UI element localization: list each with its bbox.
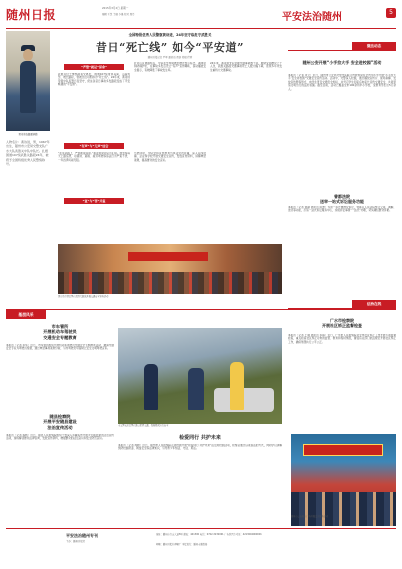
masthead — [6, 3, 396, 29]
bottom-article-1-title: 市车管所 开展机动车驾驶员 交通安全专题教育 — [43, 324, 77, 340]
footer-address: 地址：随州市白云大道8号 邮编：441300 电话：0722-3232001 广告经营许可证：4213004000001 — [156, 533, 262, 536]
right-article-1-body: 本报讯（记者 张立）近日，随州市公安局交警支队联合市教育局在全市中小学开展“小手拉大手 安全进校园”交通安全宣传活动。活动中，交警深入校园，通过播放宣传片、现场讲解、发放宣传册等形式，向学生普及交通安全知识，并号召学生回家后向家长宣传交通安全，共同营造文明出行的良好氛围。截至目前，活动已覆盖全市100余所中小学校，受教育学生达5万余人。 — [288, 74, 396, 91]
right-article-3-body: 本报讯（记者 王刚 通讯员 李娟）近日，广水市人民检察院对全市社区矫正工作开展专项监督检查，重点检查社区矫正对象的监管、教育和帮扶情况，督促有关部门依法规范开展社区矫正工作，确保刑罚执行公平公正。 — [288, 334, 396, 344]
lead-column-1 — [58, 62, 130, 242]
lead-paragraph: “在这条路上，严管就是保命。”黄诗进常对队员们说。他坚持每天上路巡逻，对超速、超载、疲劳驾驶等违法行为严查不贷，一年四季风雨无阻。 — [58, 152, 130, 162]
car-shape — [214, 388, 274, 412]
bottom-article-3-title: 检爱同行 共护未来 — [179, 435, 221, 441]
lead-portrait-photo — [6, 31, 50, 131]
issue-date: 2015年3月2日 星期一 — [102, 7, 129, 10]
banner-sign-shape — [303, 444, 383, 456]
footer-title: 平安法治随州专刊 — [66, 533, 98, 538]
right-article-1-title: 随州公安开展“小手拉大手 安全进校园”活动 — [302, 60, 382, 65]
lead-headline: 昔日“死亡线” 如今“平安道” — [95, 41, 245, 54]
section-divider — [6, 309, 396, 310]
lead-paragraph: 与此同时，中队坚持宣传教育与执法处罚并重，深入沿线村镇、企业和学校开展交通安全宣传，发放宣传资料，讲解典型案例，提高群众的安全意识。 — [134, 152, 206, 162]
right-article-3-title: 广水市检察院 开展社区矫正监督检查 — [322, 318, 362, 328]
right-article-2-title: 曾都法院 送审一站式诉讼服务功能 — [320, 194, 364, 204]
editor-credits: 编辑 王慧 美编 李锋 校对 周丹 — [102, 13, 135, 16]
lead-byline: 随州日报记者 严军 通讯员 黄浩 邓斌 程君 — [147, 56, 193, 59]
bottom-article-3-body: 本报讯（记者 周晓）近日，随州市人民检察院走进校园开展“检爱同行 共护未来”法治进校园活动，检察官通过以案说法的方式，向同学们讲解预防校园欺凌、网络安全等法律知识，引导青少年知法、守法、用法。 — [118, 444, 282, 451]
lead-paragraph: 武胜关位于豫鄂两省交界处，国道107线贯穿其间，山高弯急、坡长路险，曾被过往司机称为“死亡线”。24年来，黄诗进带领中队民警日夜坚守，使这条昔日事故多发路段变成了平安畅通的“平安道”。 — [58, 73, 130, 87]
lead-subhead: “宣”与“罚”并重 — [64, 198, 124, 204]
newspaper-logo: 随州日报 — [6, 8, 57, 22]
right-event-photo — [291, 434, 396, 526]
lead-paragraph: 24年来，黄诗进先后处理交通事故数千起，救助受困群众上千人次，武胜关路段交通事故死亡人数大幅下降，连续多年未发生重特大交通事故。 — [210, 62, 282, 72]
officer-figure-shape — [144, 364, 158, 410]
officer-figure-shape — [230, 362, 244, 410]
page-footer — [6, 528, 396, 546]
lead-subhead: “有声”与“无声”结合 — [64, 143, 124, 149]
footer-publisher: 主办：随州日报社 — [66, 540, 86, 543]
section-title: 平安法治随州 — [282, 12, 342, 23]
right-article-2-body: 本报讯（记者 刘敏 通讯员 陈勇）为进一步方便群众诉讼，曾都区人民法院整合立案、调解、送达等功能，打造一站式诉讼服务中心，实现诉讼事项“一站式”办理，切实减轻群众诉累。 — [288, 206, 396, 213]
lead-kicker: 全国特级优秀人民警察黄诗进，24年坚守临危守武胜关 — [128, 33, 212, 37]
right-photo-caption: 随州市公安局在广场开展法治宣传活动 — [291, 515, 329, 518]
traffic-photo-caption: 市交警支队民警在路口指挥交通，保障群众出行安全 — [118, 424, 169, 427]
bottom-article-1-body: 本报讯（记者 李华）近日，市车管所组织开展机动车驾驶员交通安全专题教育活动，邀请交通安全专家为驾驶员授课，通过典型事故案例分析，引导驾驶员牢固树立安全文明驾驶意识。 — [6, 344, 114, 351]
page-number: 5 — [386, 8, 396, 18]
crowd-shape — [58, 272, 282, 294]
traffic-police-photo — [118, 328, 282, 424]
lead-column-3 — [210, 62, 282, 242]
lead-subhead: “严管”就是“保命” — [64, 64, 124, 70]
section-tab-legal-online: 法治在线 — [352, 300, 396, 308]
footer-print-info: 印刷：随州日报社印刷厂 本报发行：随州市邮政局 — [156, 543, 208, 546]
section-tab-legal-news: 微法动态 — [352, 42, 396, 50]
section-rule — [288, 50, 396, 51]
lead-profile-sidebar: 人物名片：黄诗进，男，1967年出生，随州市公安局交警支队广水大队武胜关中队中队长。扎根国道107线武胜关路段24年，被授予全国特级优秀人民警察称号。 — [6, 140, 50, 167]
face-shape — [23, 49, 33, 61]
lead-column-2 — [134, 62, 206, 242]
bottom-article-2-body: 本报讯（记者 杨帆）近日，随县人民检察院组织干警深入乡镇集市开展平安随县建设法治宣传活动，现场解答群众法律咨询，发放宣传资料，增强群众的法治意识和安全防范意识。 — [6, 434, 114, 441]
lead-paragraph: 针对山区道路特点，中队在急弯陡坡处增设警示标志、减速带和防撞护栏，在事故多发点设立“有声”宣传喇叭，滚动播放安全提示，有效降低了事故发生率。 — [134, 62, 206, 72]
lead-photo-caption: 黄诗进在路面执勤 — [18, 133, 38, 136]
lead-event-photo — [58, 244, 282, 294]
section-tab-grassroots: 基层风采 — [6, 310, 46, 319]
red-banner-shape — [128, 252, 208, 261]
officer-figure-shape — [20, 61, 36, 113]
officer-figure-shape — [188, 368, 204, 410]
lead-event-photo-caption: 黄诗进带领民警在武胜关路段开展交通安全宣传活动 — [58, 295, 109, 298]
bottom-article-2-title: 随县检察院 开展平安随县建设 法治宣传活动 — [43, 414, 77, 430]
